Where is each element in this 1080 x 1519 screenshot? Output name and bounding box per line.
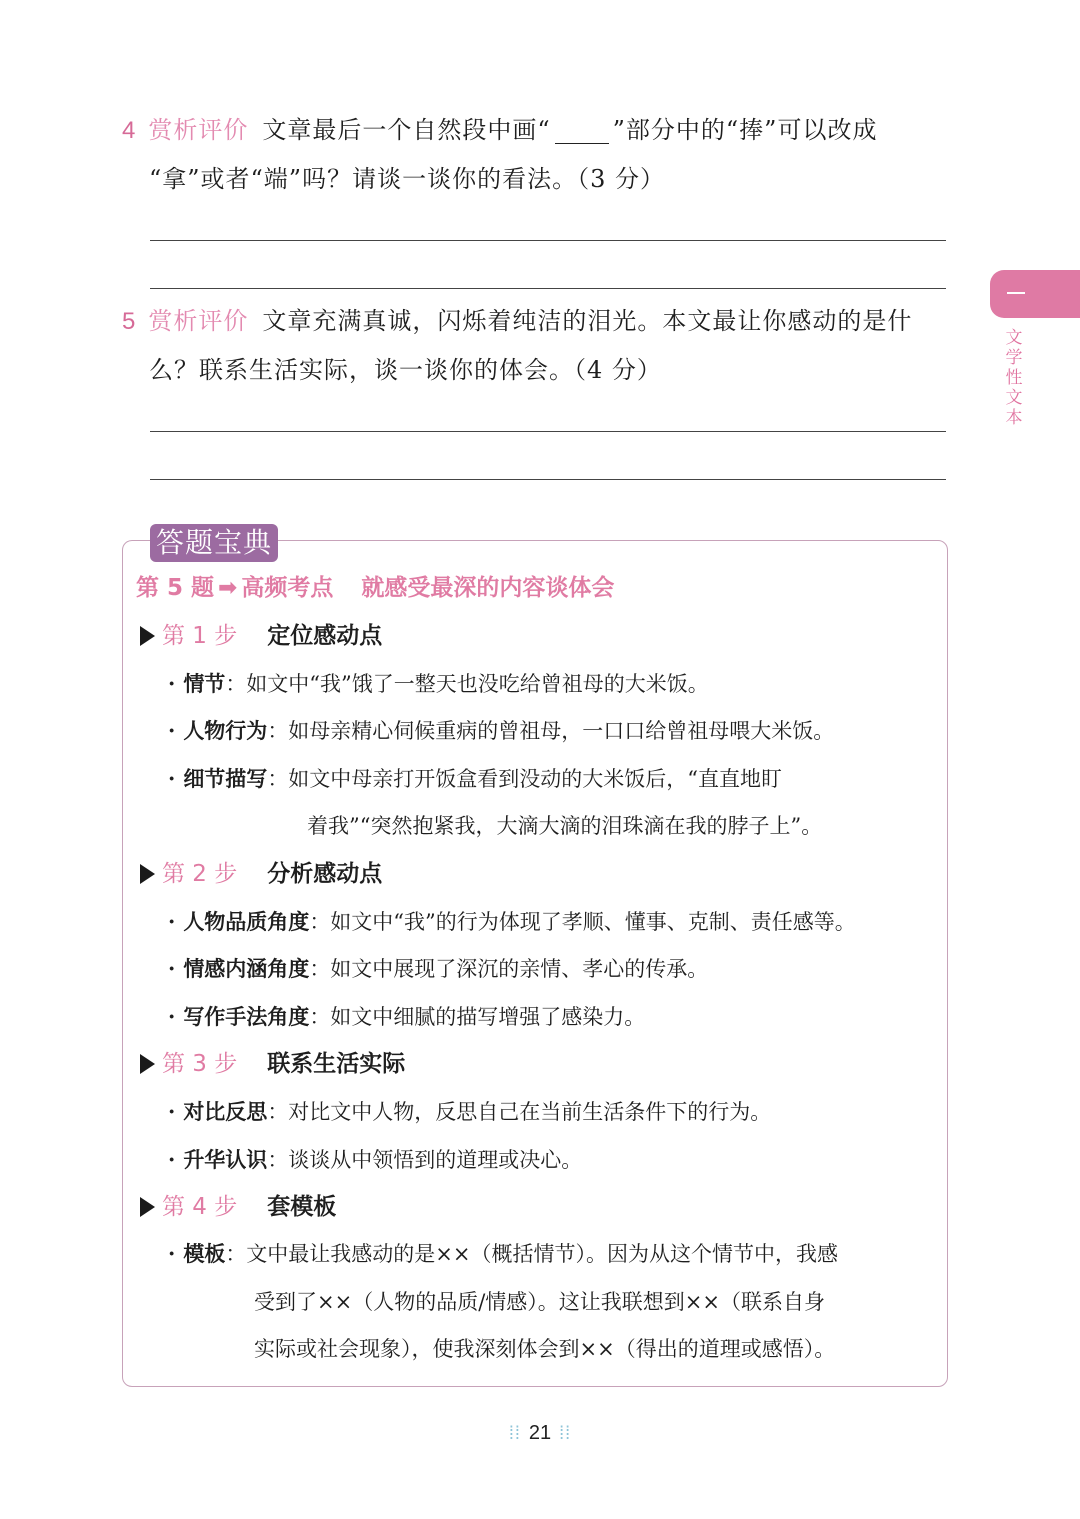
title-question: 第 5 题	[136, 575, 215, 601]
answer-line[interactable]	[150, 240, 946, 241]
chapter-label-char: 学	[1005, 348, 1023, 368]
list-item	[168, 755, 782, 803]
item-key: 写作手法角度	[183, 1005, 310, 1029]
step-label: 第 1 步	[162, 623, 238, 649]
step-name: 套模板	[267, 1194, 337, 1220]
item-key: 人物行为	[183, 719, 268, 743]
step-label: 第 2 步	[162, 861, 238, 887]
item-text-continued: 着我”“突然抱紧我，大滴大滴的泪珠滴在我的脖子上”。	[307, 814, 823, 838]
chapter-label	[1003, 328, 1025, 428]
answer-line[interactable]	[150, 431, 946, 432]
list-item	[168, 660, 709, 708]
item-text-continued: 受到了××（人物的品质/情感）。这让我联想到××（联系自身	[254, 1290, 825, 1314]
title-topic: 高频考点	[241, 575, 334, 601]
item-text: ：如文中展现了深沉的亲情、孝心的传承。	[309, 957, 709, 981]
item-key: 模板	[183, 1242, 226, 1266]
question-text: 文章最后一个自然段中画“	[262, 116, 551, 144]
item-text: ：如文中“我”的行为体现了孝顺、懂事、克制、责任感等。	[309, 910, 856, 934]
item-key: 情节	[183, 672, 226, 696]
triangle-icon	[140, 626, 155, 646]
list-item	[168, 1088, 771, 1136]
list-item	[168, 1136, 582, 1184]
bullet-icon: ·	[168, 718, 176, 743]
page-footer	[0, 1422, 1080, 1445]
item-text: ：如母亲精心伺候重病的曾祖母，一口口给曾祖母喂大米饭。	[267, 719, 835, 743]
chapter-label-char: 本	[1005, 408, 1023, 428]
chapter-tab	[990, 270, 1080, 318]
list-item	[168, 993, 645, 1041]
question-5-line-1	[122, 297, 952, 346]
item-text: ：对比文中人物，反思自己在当前生活条件下的行为。	[267, 1100, 772, 1124]
step-3	[140, 1046, 405, 1082]
question-text: 文章充满真诚，闪烁着纯洁的泪光。本文最让你感动的是什	[262, 307, 913, 335]
step-label: 第 3 步	[162, 1051, 238, 1077]
item-text: ：如文中细腻的描写增强了感染力。	[309, 1005, 646, 1029]
list-item	[168, 945, 708, 993]
decoration-icon: ⁞⁞	[559, 1423, 572, 1443]
item-key: 情感内涵角度	[183, 957, 310, 981]
answer-guide-title	[136, 570, 614, 606]
question-5-line-2: 么？联系生活实际，谈一谈你的体会。（4 分）	[149, 356, 662, 384]
item-key: 对比反思	[183, 1100, 268, 1124]
question-text: ”部分中的“捧”可以改成	[612, 116, 878, 144]
step-4	[140, 1189, 336, 1225]
title-content: 就感受最深的内容谈体会	[361, 575, 615, 601]
triangle-icon	[140, 1054, 155, 1074]
item-key: 升华认识	[183, 1148, 268, 1172]
item-text: ：谈谈从中领悟到的道理或决心。	[267, 1148, 583, 1172]
list-item	[168, 898, 856, 946]
chapter-label-char: 文	[1005, 388, 1023, 408]
bullet-icon: ·	[168, 956, 176, 981]
step-name: 分析感动点	[267, 861, 383, 887]
item-key: 细节描写	[183, 767, 268, 791]
bullet-icon: ·	[168, 1241, 176, 1266]
step-2	[140, 856, 382, 892]
step-name: 联系生活实际	[267, 1051, 406, 1077]
chapter-tab-dash	[1007, 292, 1025, 294]
list-item	[168, 707, 834, 755]
bullet-icon: ·	[168, 671, 176, 696]
bullet-icon: ·	[168, 909, 176, 934]
bullet-icon: ·	[168, 1099, 176, 1124]
chapter-label-char: 文	[1005, 328, 1023, 348]
step-label: 第 4 步	[162, 1194, 238, 1220]
triangle-icon	[140, 864, 155, 884]
answer-guide-tag: 答题宝典	[150, 524, 278, 562]
bullet-icon: ·	[168, 766, 176, 791]
item-key: 人物品质角度	[183, 910, 310, 934]
triangle-icon	[140, 1197, 155, 1217]
answer-line[interactable]	[150, 288, 946, 289]
step-1	[140, 618, 382, 654]
question-tag: 赏析评价	[148, 116, 249, 144]
page-number: 21	[528, 1422, 552, 1444]
item-text-continued: 实际或社会现象），使我深刻体会到××（得出的道理或感悟）。	[254, 1337, 836, 1361]
decoration-icon: ⁞⁞	[508, 1423, 521, 1443]
question-number: 5	[122, 308, 137, 335]
arrow-icon: ➡	[218, 575, 238, 601]
item-text: ：如文中母亲打开饭盒看到没动的大米饭后，“直直地盯	[267, 767, 783, 791]
question-number: 4	[122, 117, 137, 144]
question-tag: 赏析评价	[148, 307, 249, 335]
chapter-label-char: 性	[1005, 368, 1023, 388]
question-4-line-2: “拿”或者“端”吗？请谈一谈你的看法。（3 分）	[149, 165, 665, 193]
question-4-line-1	[122, 106, 952, 155]
answer-line[interactable]	[150, 479, 946, 480]
question-4	[122, 106, 952, 203]
step-name: 定位感动点	[267, 623, 383, 649]
underline-blank	[555, 113, 609, 144]
question-5	[122, 297, 952, 394]
bullet-icon: ·	[168, 1004, 176, 1029]
item-text: ：如文中“我”饿了一整天也没吃给曾祖母的大米饭。	[225, 672, 709, 696]
bullet-icon: ·	[168, 1147, 176, 1172]
list-item	[168, 1230, 838, 1278]
item-text: ：文中最让我感动的是××（概括情节）。因为从这个情节中，我感	[225, 1242, 839, 1266]
